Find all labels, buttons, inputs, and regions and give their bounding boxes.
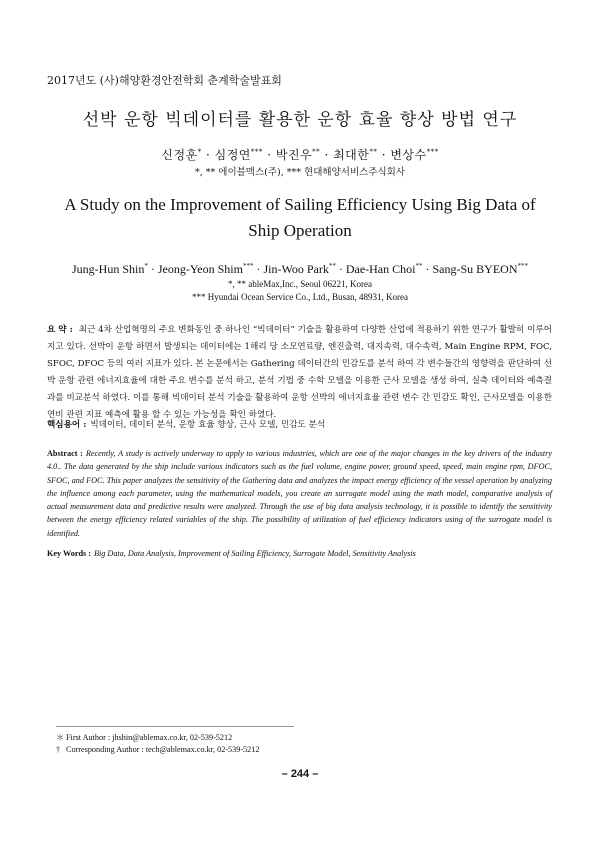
footnote-mark: ＊ [56, 733, 65, 742]
conference-header: 2017년도 (사)해양환경안전학회 춘계학술발표회 [47, 74, 282, 87]
english-abstract [47, 447, 552, 540]
author-separator: · [377, 148, 391, 162]
author-separator: · [253, 262, 264, 276]
author-separator: · [320, 148, 334, 162]
english-author: Jeong-Yeon Shim [157, 262, 243, 276]
korean-author: 박진우 [275, 148, 313, 162]
korean-abstract-text: 최근 4차 산업혁명의 주요 변화동인 중 하나인 “빅데이터” 기술을 활용하여 다양한 산업에 적용하기 위한 연구가 활발히 이루어지고 있다. 선박이 운항 하면서 발생되는 데이터에는 1해리 당 소모연료량, 엔진출력, 대지속력, 대수속력, Main Engine RPM, FOC, SFOC, DFOC 등의 여러 지표가 있다. 본 논문에서는 Gathering 데이터간의 민감도를 분석 하여 각 변수들간의 영향력을 판단하여 선박 운항 관련 에너지효율에 대한 주요 변수를 분석 하고, 분석 기법 중 수학 모델을 이용한 근사 모델을 생성 하여, 실측 데이터와 예측결과를 비교분석 하였다. 이를 통해 빅데이터 분석 기술을 활용하여 운항 선박의 에너지효율 관련 변수 간 민감도 확인, 근사모델을 이용한 연비 관련 지표 예측에 활용 할 수 있는 가능성을 확인 하였다. [47, 325, 552, 420]
english-authors [0, 262, 600, 277]
english-title-line1: A Study on the Improvement of Sailing Efficiency Using Big Data of [64, 195, 536, 214]
footnote-text: First Author : jhshin@ablemax.co.kr, 02-539-5212 [66, 733, 233, 742]
author-separator: · [262, 148, 276, 162]
english-affiliation-2: *** Hyundai Ocean Service Co., Ltd., Busan, 48931, Korea [192, 292, 408, 302]
english-abstract-text: Recently, A study is actively underway to apply to various industries, which are one of the major changes in the key drivers of the industry 4.0.. The data generated by the ship include various indicators such as the fuel volume, engine power, ground speed, speed, main engine rpm, DFOC, SFOC, and FOC. This paper analyzes the sensitivity of the Gathering data and analyzes the impact energy efficiency of the vessel operation by analyzing the influence among each parameter, using the mathematical models, you create an surrogate model using the math model, comparative analysis of actual measurement data and predictive results were analyzed. Through the use of big data analysis technology, it is possible to identify the sensitivity between the energy efficiency related variables of the ship. The possibility of utilization of fuel efficiency indicators using of the surrogate model is identified. [47, 449, 552, 538]
english-keywords-label: Key Words : [47, 549, 91, 558]
author-mark: *** [242, 262, 254, 270]
korean-author: 신정훈 [161, 148, 198, 162]
korean-authors [0, 146, 600, 163]
korean-author: 최대한 [333, 148, 370, 162]
author-mark: * [197, 148, 202, 156]
english-title-line2: Ship Operation [248, 221, 352, 240]
footnote-corresponding-author [56, 745, 259, 754]
footnote-mark: † [56, 745, 61, 754]
english-abstract-label: Abstract : [47, 449, 83, 458]
author-mark: *** [250, 148, 263, 156]
korean-abstract [47, 322, 552, 424]
korean-keywords-text: 빅데이터, 데이터 분석, 운항 효율 향상, 근사 모델, 민감도 분석 [90, 420, 326, 430]
author-mark: ** [328, 262, 336, 270]
korean-keywords [47, 418, 552, 430]
author-separator: · [201, 148, 215, 162]
korean-title: 선박 운항 빅데이터를 활용한 운항 효율 향상 방법 연구 [82, 110, 518, 130]
page-number: – 244 – [281, 768, 319, 780]
korean-affiliation: *, ** 에이블맥스(주), *** 현대해양서비스주식회사 [194, 167, 406, 178]
author-mark: * [144, 262, 148, 270]
author-separator: · [422, 262, 433, 276]
english-affiliation-1: *, ** ableMax,Inc., Seoul 06221, Korea [228, 279, 372, 289]
english-author: Jung-Hun Shin [71, 262, 145, 276]
author-mark: *** [517, 262, 528, 270]
english-keywords-text: Big Data, Data Analysis, Improvement of Sailing Efficiency, Surrogate Model, Sensitivity Analysis [93, 549, 416, 558]
english-author: Dae-Han Choi [345, 262, 416, 276]
english-author: Jin-Woo Park [263, 262, 329, 276]
author-mark: *** [426, 148, 439, 156]
author-mark: ** [312, 148, 321, 156]
korean-abstract-label: 요 약 : [47, 325, 73, 335]
korean-author: 변상수 [390, 148, 427, 162]
footnote-first-author [56, 732, 232, 743]
english-keywords [47, 549, 552, 558]
author-separator: · [147, 262, 158, 276]
author-separator: · [335, 262, 346, 276]
english-author: Sang-Su BYEON [432, 262, 518, 276]
author-mark: ** [369, 148, 378, 156]
english-title [40, 192, 560, 244]
footnote-divider [56, 726, 294, 727]
author-mark: ** [415, 262, 423, 270]
footnote-text: Corresponding Author : tech@ablemax.co.kr, 02-539-5212 [66, 745, 260, 754]
korean-keywords-label: 핵심용어 : [47, 420, 87, 430]
korean-author: 심정연 [214, 148, 251, 162]
